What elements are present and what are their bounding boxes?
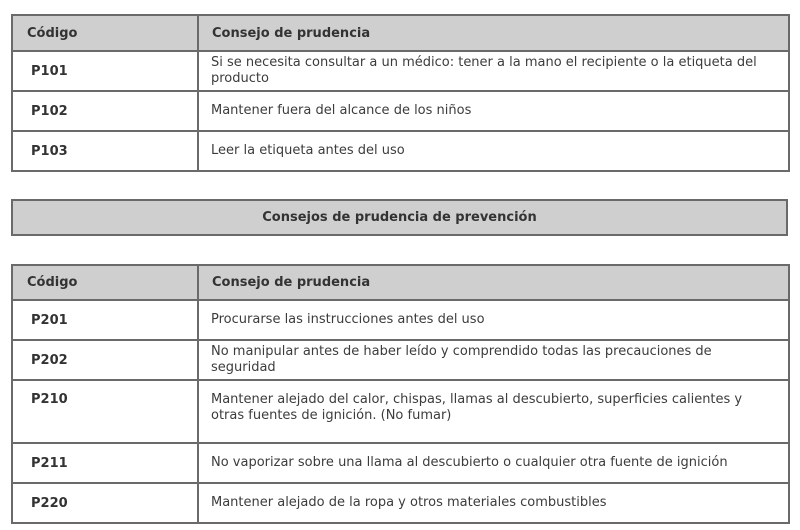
- precaution-text: No vaporizar sobre una llama al descubierto o cualquier otra fuente de ignición: [198, 443, 789, 483]
- precaution-text: Mantener alejado del calor, chispas, llamas al descubierto, superficies calientes y otras fuentes de ignición. (No fumar): [198, 380, 789, 443]
- table-row: [12, 380, 789, 443]
- prevention-precautions-table: [11, 264, 790, 524]
- precaution-text: Leer la etiqueta antes del uso: [198, 131, 789, 171]
- table-row: [12, 340, 789, 380]
- table-row: [12, 51, 789, 91]
- precaution-text: Mantener fuera del alcance de los niños: [198, 91, 789, 131]
- table-header-row: [12, 265, 789, 300]
- precaution-code: P220: [12, 483, 198, 523]
- precaution-text: Mantener alejado de la ropa y otros materiales combustibles: [198, 483, 789, 523]
- precaution-text: Si se necesita consultar a un médico: tener a la mano el recipiente o la etiqueta del producto: [198, 51, 789, 91]
- precaution-text: No manipular antes de haber leído y comprendido todas las precauciones de seguridad: [198, 340, 789, 380]
- precaution-code: P102: [12, 91, 198, 131]
- general-precautions-table: [11, 14, 790, 172]
- column-header-advice: Consejo de prudencia: [198, 265, 789, 300]
- table-header-row: [12, 15, 789, 51]
- table-row: [12, 300, 789, 340]
- column-header-code: Código: [12, 15, 198, 51]
- table-row: [12, 91, 789, 131]
- section-banner: [11, 199, 788, 236]
- precaution-code: P210: [12, 380, 198, 443]
- precaution-code: P211: [12, 443, 198, 483]
- column-header-code: Código: [12, 265, 198, 300]
- precaution-code: P101: [12, 51, 198, 91]
- column-header-advice: Consejo de prudencia: [198, 15, 789, 51]
- section-title: Consejos de prudencia de prevención: [262, 210, 537, 225]
- precaution-code: P201: [12, 300, 198, 340]
- precaution-text: Procurarse las instrucciones antes del uso: [198, 300, 789, 340]
- table-row: [12, 483, 789, 523]
- precaution-code: P202: [12, 340, 198, 380]
- table-row: [12, 131, 789, 171]
- table-row: [12, 443, 789, 483]
- precaution-code: P103: [12, 131, 198, 171]
